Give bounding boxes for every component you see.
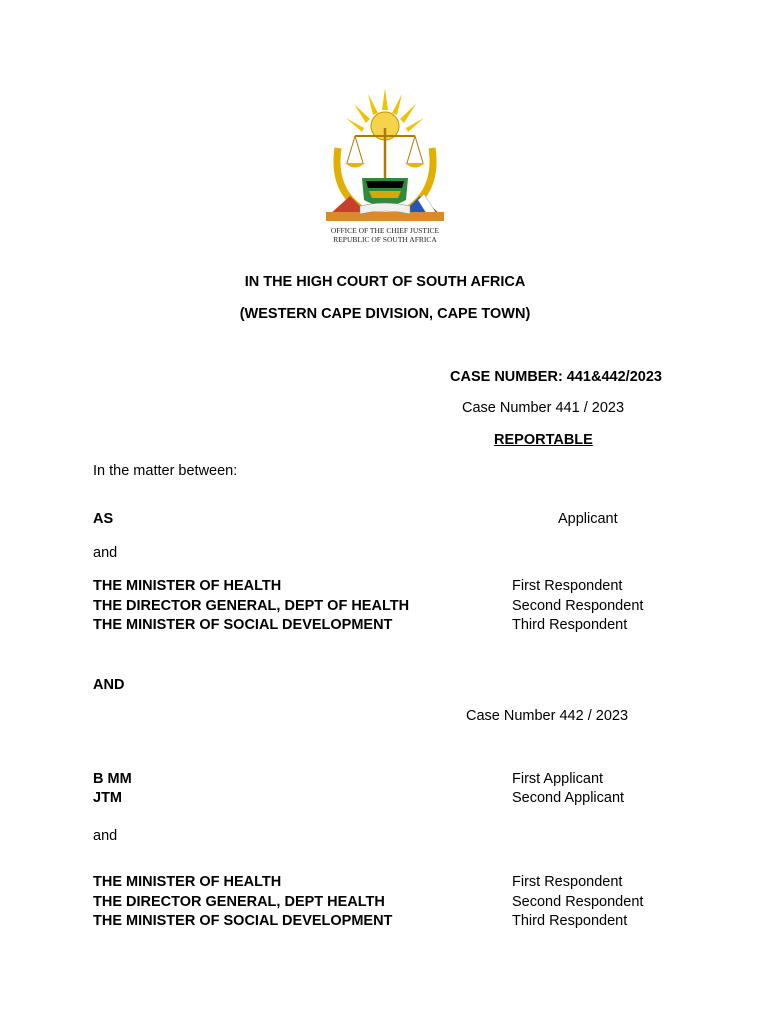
- and-connector-1: and: [93, 545, 118, 561]
- and-connector-upper: AND: [93, 677, 125, 693]
- logo-caption-line1: OFFICE OF THE CHIEF JUSTICE: [330, 226, 440, 235]
- reportable-label: REPORTABLE: [494, 432, 593, 448]
- applicant-name: JTM: [93, 790, 122, 806]
- applicant-name: B MM: [93, 771, 132, 787]
- respondent-role: First Respondent: [512, 874, 623, 890]
- respondent-name: THE MINISTER OF SOCIAL DEVELOPMENT: [93, 617, 393, 633]
- respondent-name: THE DIRECTOR GENERAL, DEPT OF HEALTH: [93, 598, 410, 614]
- court-division: (WESTERN CAPE DIVISION, CAPE TOWN): [239, 306, 531, 322]
- logo-caption: [300, 226, 470, 244]
- respondent-role: Third Respondent: [512, 617, 628, 633]
- respondent-role: Third Respondent: [512, 913, 628, 929]
- combined-case-number: CASE NUMBER: 441&442/2023: [450, 369, 662, 385]
- respondent-name: THE MINISTER OF SOCIAL DEVELOPMENT: [93, 913, 393, 929]
- logo-caption-line2: REPUBLIC OF SOUTH AFRICA: [333, 235, 437, 244]
- court-title: IN THE HIGH COURT OF SOUTH AFRICA: [244, 274, 526, 290]
- respondent-role: First Respondent: [512, 578, 623, 594]
- respondent-name: THE MINISTER OF HEALTH: [93, 578, 282, 594]
- matter-intro: In the matter between:: [93, 463, 238, 479]
- respondent-role: Second Respondent: [512, 894, 644, 910]
- case-number-441: Case Number 441 / 2023: [462, 400, 625, 416]
- applicant-role: Applicant: [558, 511, 618, 527]
- applicant-role: Second Applicant: [512, 790, 625, 806]
- applicant-role: First Applicant: [512, 771, 604, 787]
- respondent-role: Second Respondent: [512, 598, 644, 614]
- case-number-442: Case Number 442 / 2023: [466, 708, 629, 724]
- applicant-name: AS: [93, 511, 114, 527]
- coat-of-arms-logo: [320, 88, 450, 228]
- and-connector-2: and: [93, 828, 118, 844]
- respondent-name: THE MINISTER OF HEALTH: [93, 874, 282, 890]
- respondent-name: THE DIRECTOR GENERAL, DEPT HEALTH: [93, 894, 385, 910]
